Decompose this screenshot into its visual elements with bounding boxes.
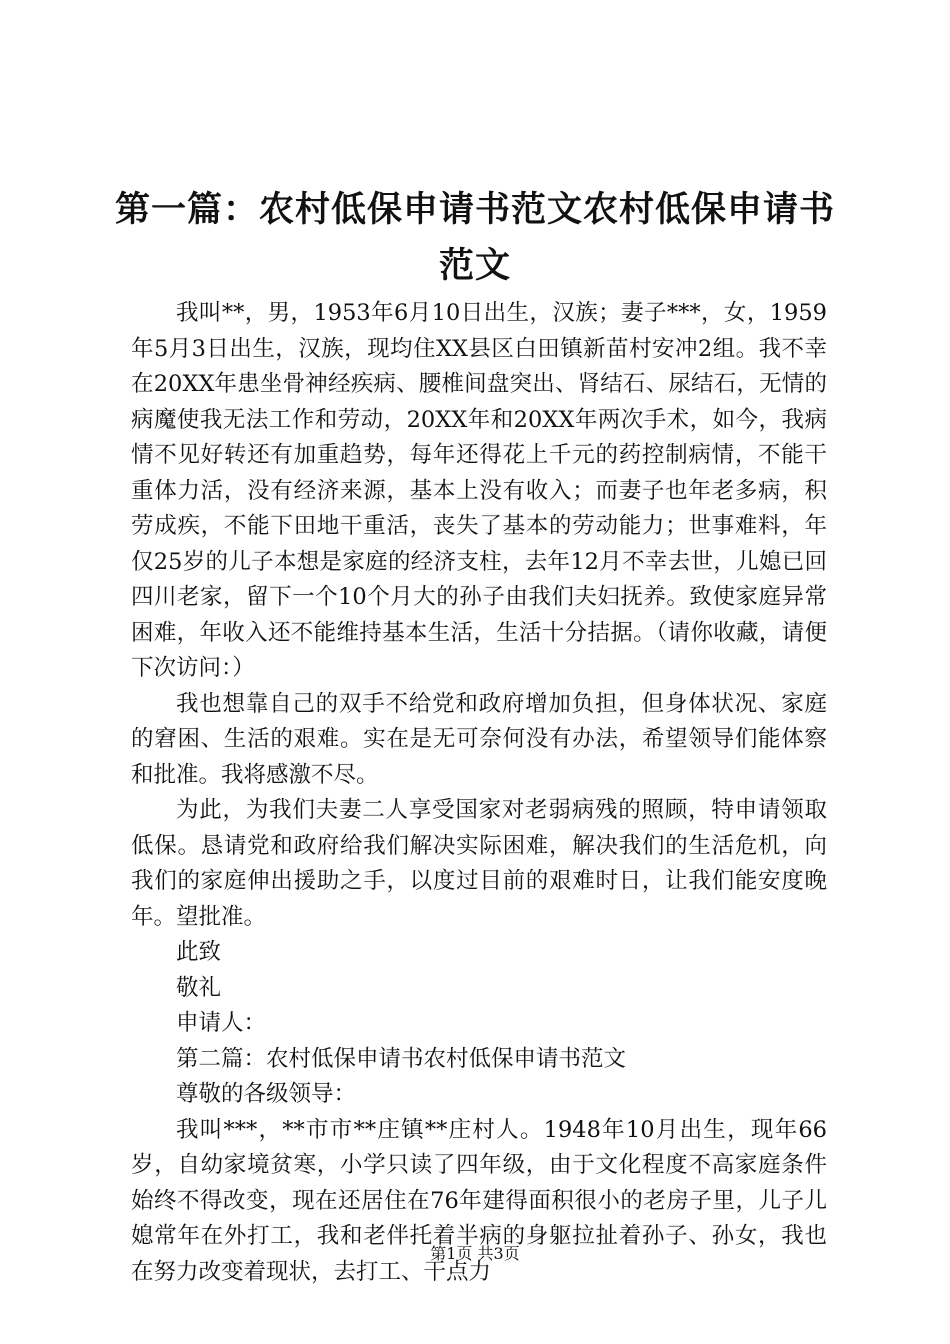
greeting-line: 尊敬的各级领导： (176, 1081, 357, 1107)
paragraph-2: 我也想靠自己的双手不给党和政府增加负担，但身体状况、家庭的窘困、生活的艰难。实在是无可奈何没有办法，希望领导们能体察和批准。我将感激不尽。 (131, 690, 827, 788)
paragraph-3: 为此，为我们夫妻二人享受国家对老弱病残的照顾，特申请领取低保。恳请党和政府给我们解决实际困难，解决我们的生活危机，向我们的家庭伸出援助之手，以度过目前的艰难时日，让我们能安度晚年。望批准。 (131, 797, 827, 930)
closing-regards: 敬礼 (176, 974, 222, 1001)
document-body (131, 296, 827, 1290)
closing-salutation: 此致 (176, 939, 222, 965)
paragraph-1: 我叫**，男，1953年6月10日出生，汉族；妻子***，女，1959年5月3日出生，汉族，现均住XX县区白田镇新苗村安冲2组。我不幸在20XX年患坐骨神经疾病、腰椎间盘突出、肾结石、尿结石，无情的病魔使我无法工作和劳动，20XX年和20XX年两次手术，如今，我病情不见好转还有加重趋势，每年还得花上千元的药控制病情，不能干重体力活，没有经济来源，基本上没有收入；而妻子也年老多病，积劳成疾，不能下田地干重活，丧失了基本的劳动能力；世事难料，年仅25岁的儿子本想是家庭的经济支柱，去年12月不幸去世，儿媳已回四川老家，留下一个10个月大的孙子由我们夫妇抚养。致使家庭异常困难，年收入还不能维持基本生活，生活十分拮据。（请你收藏，请便下次访问：） (131, 300, 827, 681)
section-two-heading: 第二篇：农村低保申请书农村低保申请书范文 (176, 1045, 627, 1072)
page-number: 第1页 共3页 (430, 1244, 520, 1263)
applicant-signature-line: 申请人： (176, 1010, 267, 1036)
paragraph-section-two-1: 我叫***，**市市**庄镇**庄村人。1948年10月出生，现年66岁，自幼家境贫寒，小学只读了四年级，由于文化程度不高家庭条件始终不得改变，现在还居住在76年建得面积很小的老房子里，儿子儿媳常年在外打工，我和老伴托着半病的身躯拉扯着孙子、孙女，我也在努力改变着现状，去打工、干点力 (131, 1116, 827, 1285)
document-title: 第一篇：农村低保申请书范文农村低保申请书范文 (114, 190, 835, 286)
